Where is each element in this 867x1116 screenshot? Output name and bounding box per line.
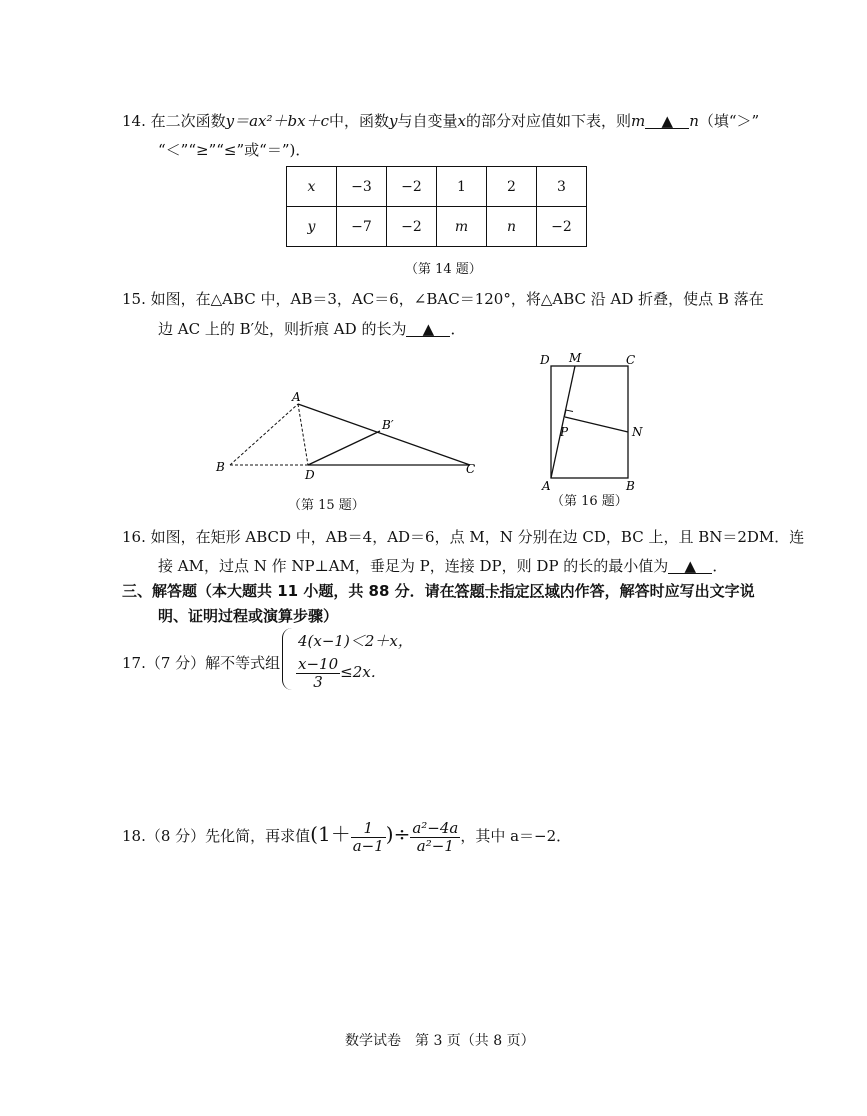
label-c: C (626, 353, 636, 367)
page-footer: 数学试卷 第 3 页（共 8 页） (345, 1033, 535, 1049)
q16-figure (536, 348, 646, 494)
section3-heading-line2: 明、证明过程或演算步骤） (158, 607, 339, 625)
q17-fraction (296, 656, 340, 690)
table-cell: m (437, 207, 487, 247)
table-cell: y (287, 207, 337, 247)
q14-text-a: 14. 在二次函数 (122, 112, 226, 130)
q17-fraction-numerator: x−10 (298, 655, 339, 673)
table-cell: −3 (337, 167, 387, 207)
q16-line1: 16. 如图，在矩形 ABCD 中，AB＝4，AD＝6，点 M，N 分别在边 CD，BC 上，且 BN＝2DM．连 (122, 528, 805, 546)
q16-caption: （第 16 题） (551, 494, 628, 509)
segment-ab-dashed (230, 404, 298, 465)
table-cell: −2 (387, 167, 437, 207)
q14-var-y: y (389, 112, 398, 130)
label-p: P (560, 425, 569, 439)
table-cell: 3 (537, 167, 587, 207)
segment-pn (565, 417, 628, 432)
q16-line2 (158, 555, 727, 576)
section3-text-a: 三、解答题（本大题共 11 小题，共 88 分．请在 (122, 582, 455, 600)
q18-tail: ，其中 a＝−2． (460, 827, 572, 845)
q14-caption: （第 14 题） (405, 262, 482, 277)
q16-answer-blank: ▲ (668, 559, 712, 574)
q17-inequality-2-rest: ≤2x． (340, 663, 386, 681)
q14-line2: “＜”“≥”“≤”或“＝”)． (158, 141, 311, 159)
q15-answer-blank: ▲ (406, 322, 450, 337)
q16-text-a: 接 AM，过点 N 作 NP⊥AM，垂足为 P，连接 DP，则 DP 的长的最小值为 (158, 557, 669, 575)
q14-table (286, 166, 587, 247)
section3-heading-line1 (122, 580, 755, 601)
segment-db-prime (308, 431, 380, 465)
q15-text-a: 边 AC 上的 B′处，则折痕 AD 的长为 (158, 320, 407, 338)
q17-fraction-denominator: 3 (313, 672, 323, 691)
q18-label: 18.（8 分）先化简，再求值 (122, 827, 311, 845)
q15-line1: 15. 如图，在△ABC 中，AB＝3，AC＝6，∠BAC＝120°，将△ABC 沿 AD 折叠，使点 B 落在 (122, 290, 764, 308)
table-cell: n (487, 207, 537, 247)
label-c: C (466, 462, 476, 476)
q18-fraction-2 (410, 820, 460, 854)
q14-text-e: （填“＞” (698, 112, 760, 130)
table-cell: x (287, 167, 337, 207)
segment-am (551, 366, 575, 478)
q18-fraction-2-denominator: a²−1 (416, 836, 454, 855)
section3-text-b: 作答，解答时应写出文字说 (574, 582, 755, 600)
label-b-prime: B′ (382, 418, 394, 432)
label-d: D (305, 468, 315, 482)
q14-var-x: x (457, 112, 466, 130)
section3-emphasis: 答题卡指定区域内 (454, 582, 575, 600)
table-row (287, 167, 587, 207)
q15-figure (210, 385, 490, 485)
table-cell: 2 (487, 167, 537, 207)
table-cell: −2 (387, 207, 437, 247)
right-angle-mark (565, 410, 574, 417)
q14-answer-blank: ▲ (645, 114, 689, 129)
label-d: D (540, 353, 550, 367)
q14-m: m (630, 112, 646, 130)
q18-line (122, 818, 571, 854)
q17-inequality-1: 4(x−1)＜2＋x， (298, 632, 413, 650)
table-cell: −2 (537, 207, 587, 247)
q14-n: n (689, 112, 699, 130)
q14-text-c: 与自变量 (397, 112, 458, 130)
table-cell: −7 (337, 207, 387, 247)
q14-text-b: 中，函数 (328, 112, 389, 130)
q16-text-b: ． (712, 557, 728, 575)
label-a: A (542, 479, 551, 493)
q18-close-divide: )÷ (385, 822, 411, 846)
q18-fraction-2-numerator: a²−4a (412, 819, 459, 837)
q15-line2 (158, 318, 465, 339)
q15-text-b: ． (450, 320, 466, 338)
q17-brace (282, 628, 295, 690)
q18-fraction-1-numerator: 1 (351, 820, 386, 838)
table-cell: 1 (437, 167, 487, 207)
q14-formula: y＝ax²＋bx＋c (225, 112, 329, 130)
q18-fraction-1 (351, 820, 386, 854)
q15-caption: （第 15 题） (288, 498, 365, 513)
label-m: M (569, 351, 582, 365)
q14-line1 (122, 110, 759, 131)
label-a: A (292, 390, 301, 404)
segment-ad-dashed (298, 404, 308, 465)
label-b: B (216, 460, 225, 474)
segment-ac (298, 404, 470, 465)
q17-label: 17.（7 分）解不等式组 (122, 654, 281, 672)
q14-text-d: 的部分对应值如下表，则 (465, 112, 631, 130)
label-b: B (626, 479, 635, 493)
q17-inequality-2 (296, 656, 386, 690)
q18-open-paren: (1＋ (310, 822, 351, 846)
label-n: N (632, 425, 643, 439)
table-row (287, 207, 587, 247)
q18-fraction-1-denominator: a−1 (352, 836, 384, 855)
